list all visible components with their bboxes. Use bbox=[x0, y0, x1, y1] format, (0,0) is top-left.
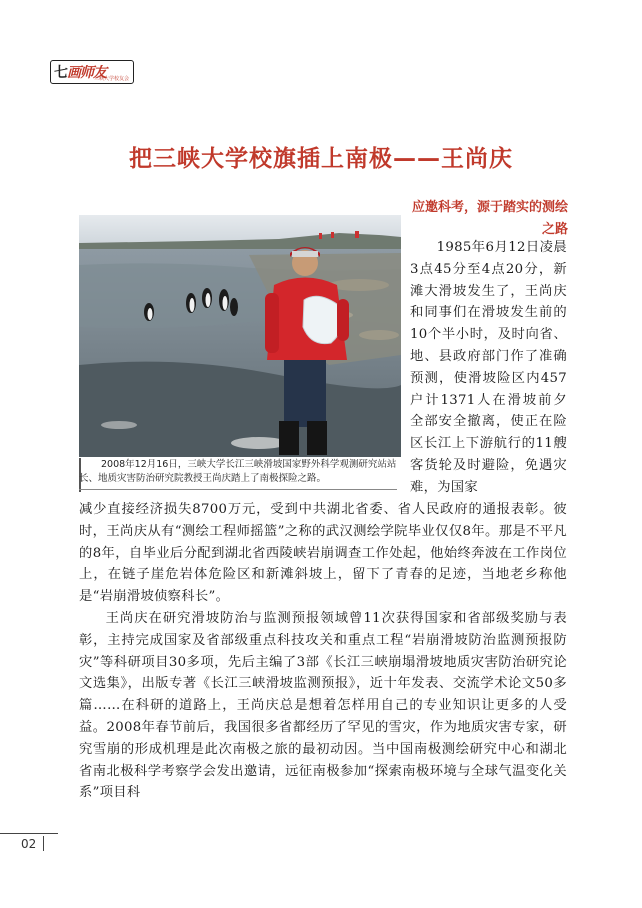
footer-line bbox=[0, 833, 58, 834]
article-photo bbox=[79, 215, 401, 457]
logo-text-2: 画师友 bbox=[67, 65, 106, 81]
photo-caption: 2008年12月16日，三峡大学长江三峡滑坡国家野外科学观测研究站站长、地质灾害防治研究院教授王尚庆踏上了南极探险之路。 bbox=[79, 458, 397, 490]
right-column-text bbox=[410, 237, 567, 499]
full-column-text bbox=[79, 499, 567, 804]
paragraph-1-full: 减少直接经济损失8700万元，受到中共湖北省委、省人民政府的通报表彰。彼时，王尚庆从有“测绘工程师摇篮”之称的武汉测绘学院毕业仅仅8年。那是不平凡的8年，自毕业后分配到湖北省西陵峡岩崩调查工作处起，他始终奔波在工作岗位上，在链子崖危岩体危险区和新滩斜坡上，留下了青春的足迹，当地老乡称他是“岩崩滑坡侦察科长”。 bbox=[79, 502, 567, 605]
logo-subtitle: 三峡大学校友会 bbox=[94, 76, 130, 82]
page-number: 02 bbox=[21, 837, 37, 851]
antarctica-photo-illustration bbox=[79, 215, 401, 457]
logo-text-1: 七 bbox=[54, 65, 67, 81]
paragraph-2: 王尚庆在研究滑坡防治与监测预报领域曾11次获得国家和省部级奖励与表彰，主持完成国家及省部级重点科技攻关和重点工程“岩崩滑坡防治监测预报防灾”等科研项目30多项，先后主编了3部《长江三峡崩塌滑坡地质灾害防治研究论文选集》，出版专著《长江三峡滑坡监测预报》，近十年发表、交流学术论文50多篇……在科研的道路上，王尚庆总是想着怎样用自己的专业知识让更多的人受益。2008年春节前后，我国很多省都经历了罕见的雪灾，作为地质灾害专家，研究雪崩的形成机理是此次南极之旅的最初动因。当中国南极测绘研究中心和湖北省南北极科学考察学会发出邀请，远征南极参加“探索南极环境与全球气温变化关系”项目科 bbox=[79, 610, 567, 801]
footer-tick bbox=[43, 836, 44, 851]
section-heading: 应邀科考，源于踏实的测绘之路 bbox=[411, 200, 568, 237]
paragraph-1-right: 1985年6月12日凌晨3点45分至4点20分，新滩大滑坡发生了，王尚庆和同事们在滑坡发生前的10个半小时，及时向省、地、县政府部门作了准确预测，使滑坡险区内457户计1371人在滑坡前夕全部安全撤离，使正在险区长江上下游航行的11艘客货轮及时避险，免遇灾难，为国家 bbox=[410, 240, 567, 495]
article-title: 把三峡大学校旗插上南极——王尚庆 bbox=[129, 146, 513, 172]
